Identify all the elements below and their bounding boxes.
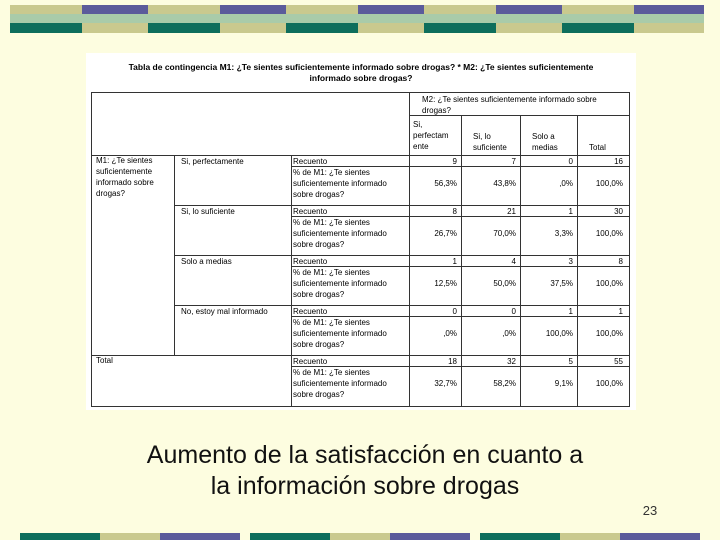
table-rule: [291, 155, 292, 406]
count-cell: 9: [452, 157, 457, 166]
top-decoration-bar: [0, 5, 720, 33]
count-cell: 16: [614, 157, 623, 166]
table-title-line2: informado sobre drogas?: [309, 73, 413, 83]
pct-cell: 56,3%: [434, 179, 457, 188]
count-cell: 1: [452, 257, 457, 266]
pct-cell: 43,8%: [493, 179, 516, 188]
col-header: Si, perfectam ente: [413, 120, 449, 151]
table-rule: [91, 92, 92, 406]
deco-block: [286, 5, 358, 14]
count-cell: 0: [511, 307, 516, 316]
m1-row-label: M1: ¿Te sientes suficientemente informado sobre drogas?: [96, 156, 154, 198]
page-number: 23: [642, 503, 658, 518]
table-rule: [629, 92, 630, 406]
count-cell: 8: [618, 257, 623, 266]
col-header: Total: [589, 143, 606, 152]
deco-block: [82, 5, 152, 14]
count-cell: 1: [568, 307, 573, 316]
deco-block: [620, 533, 700, 540]
pct-cell: 100,0%: [595, 329, 623, 338]
count-cell: 4: [511, 257, 516, 266]
pct-cell: 100,0%: [595, 179, 623, 188]
table-rule: [91, 406, 630, 407]
bottom-decoration-bar: [0, 533, 720, 540]
stat-recuento-label: Recuento: [293, 357, 328, 366]
pct-cell: ,0%: [502, 329, 516, 338]
pct-cell: ,0%: [559, 179, 573, 188]
deco-block: [496, 23, 566, 33]
pct-cell: 26,7%: [434, 229, 457, 238]
deco-block: [496, 5, 566, 14]
total-row-label: Total: [96, 356, 113, 365]
count-cell: 5: [568, 357, 573, 366]
deco-block: [634, 23, 704, 33]
pct-cell: 12,5%: [434, 279, 457, 288]
deco-block: [10, 14, 152, 23]
stat-pct-label: % de M1: ¿Te sientes suficientemente informado sobre drogas?: [293, 368, 387, 399]
deco-block: [100, 533, 160, 540]
count-cell: 7: [511, 157, 516, 166]
deco-block: [286, 14, 428, 23]
pct-cell: 100,0%: [595, 279, 623, 288]
deco-block: [148, 5, 220, 14]
pct-cell: 9,1%: [554, 379, 573, 388]
deco-block: [424, 14, 566, 23]
count-cell: 55: [614, 357, 623, 366]
deco-block: [286, 23, 358, 33]
count-cell: 32: [507, 357, 516, 366]
deco-block: [634, 5, 704, 14]
deco-block: [148, 14, 290, 23]
count-cell: 1: [618, 307, 623, 316]
table-rule: [91, 92, 629, 93]
stat-recuento-label: Recuento: [293, 207, 328, 216]
deco-block: [250, 533, 330, 540]
stat-recuento-label: Recuento: [293, 307, 328, 316]
pct-cell: 100,0%: [545, 329, 573, 338]
deco-block: [358, 23, 428, 33]
pct-cell: ,0%: [443, 329, 457, 338]
deco-block: [220, 23, 290, 33]
deco-block: [10, 5, 82, 14]
deco-block: [560, 533, 620, 540]
count-cell: 30: [614, 207, 623, 216]
table-rule: [174, 155, 175, 355]
pct-cell: 58,2%: [493, 379, 516, 388]
deco-block: [424, 23, 496, 33]
deco-block: [358, 5, 428, 14]
col-header: Si, lo suficiente: [473, 132, 507, 152]
deco-block: [480, 533, 560, 540]
deco-block: [148, 23, 220, 33]
caption-line2: la información sobre drogas: [210, 472, 520, 500]
deco-block: [330, 533, 390, 540]
pct-cell: 70,0%: [493, 229, 516, 238]
pct-cell: 32,7%: [434, 379, 457, 388]
pct-cell: 37,5%: [550, 279, 573, 288]
deco-block: [562, 14, 704, 23]
count-cell: 3: [568, 257, 573, 266]
group-label: No, estoy mal informado: [181, 307, 268, 316]
count-cell: 0: [452, 307, 457, 316]
count-cell: 21: [507, 207, 516, 216]
count-cell: 18: [448, 357, 457, 366]
group-label: Solo a medias: [181, 257, 232, 266]
stat-pct-label: % de M1: ¿Te sientes suficientemente informado sobre drogas?: [293, 318, 387, 349]
pct-cell: 3,3%: [554, 229, 573, 238]
count-cell: 8: [452, 207, 457, 216]
stat-recuento-label: Recuento: [293, 157, 328, 166]
deco-block: [390, 533, 470, 540]
deco-block: [562, 5, 634, 14]
stat-pct-label: % de M1: ¿Te sientes suficientemente informado sobre drogas?: [293, 168, 387, 199]
m2-header: M2: ¿Te sientes suficientemente informado sobre drogas?: [422, 95, 597, 115]
pct-cell: 100,0%: [595, 379, 623, 388]
contingency-table: [86, 53, 636, 410]
table-title-line1: Tabla de contingencia M1: ¿Te sientes suficientemente informado sobre drogas? * M2: ¿Te sientes suficientemente: [128, 62, 594, 72]
pct-cell: 100,0%: [595, 229, 623, 238]
stat-recuento-label: Recuento: [293, 257, 328, 266]
deco-block: [160, 533, 240, 540]
slide-caption: [60, 440, 670, 502]
deco-block: [220, 5, 290, 14]
deco-block: [424, 5, 496, 14]
stat-pct-label: % de M1: ¿Te sientes suficientemente informado sobre drogas?: [293, 218, 387, 249]
group-label: Si, perfectamente: [181, 157, 244, 166]
deco-block: [20, 533, 100, 540]
group-label: Si, lo suficiente: [181, 207, 235, 216]
caption-line1: Aumento de la satisfacción en cuanto a: [146, 441, 584, 469]
col-header: Solo a medias: [532, 132, 558, 152]
pct-cell: 50,0%: [493, 279, 516, 288]
deco-block: [10, 23, 82, 33]
count-cell: 0: [568, 157, 573, 166]
table-grid: [86, 53, 636, 410]
stat-pct-label: % de M1: ¿Te sientes suficientemente informado sobre drogas?: [293, 268, 387, 299]
deco-block: [82, 23, 152, 33]
deco-block: [562, 23, 634, 33]
count-cell: 1: [568, 207, 573, 216]
